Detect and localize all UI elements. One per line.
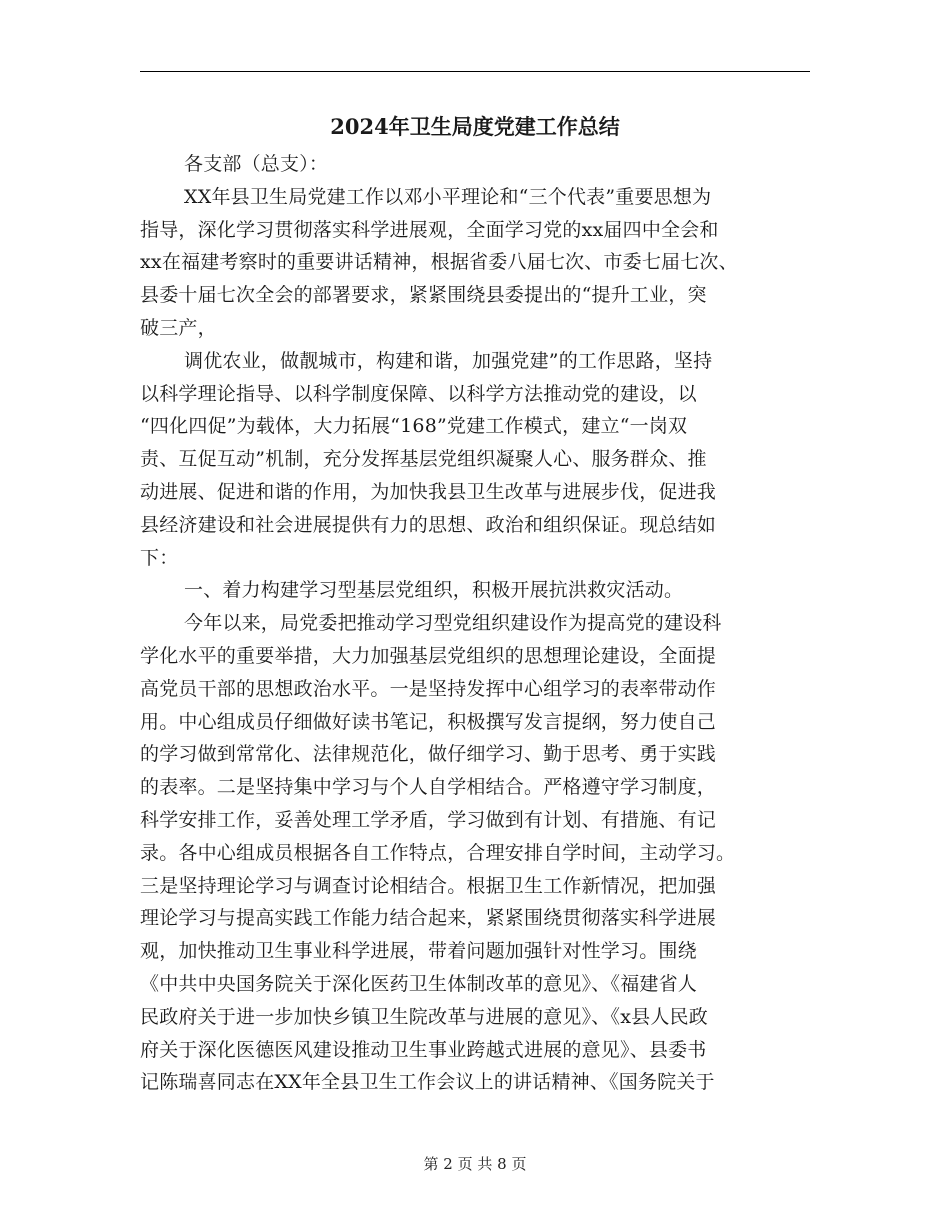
section-heading-line: 一、着力构建学习型基层党组织，积极开展抗洪救灾活动。	[184, 579, 684, 602]
body-line: 指导，深化学习贯彻落实科学进展观，全面学习党的xx届四中全会和	[140, 218, 719, 241]
body-line: 县委十届七次全会的部署要求，紧紧围绕县委提出的“提升工业，突	[140, 284, 707, 307]
header-rule	[140, 71, 810, 72]
body-line: 破三产，	[140, 316, 217, 339]
body-line: XX年县卫生局党建工作以邓小平理论和“三个代表”重要思想为	[184, 185, 712, 208]
body-line: 以科学理论指导、以科学制度保障、以科学方法推动党的建设，以	[140, 382, 697, 405]
body-line: 今年以来，局党委把推动学习型党组织建设作为提高党的建设科	[184, 612, 722, 635]
body-line: 动进展、促进和谐的作用，为加快我县卫生改革与进展步伐，促进我	[140, 480, 717, 503]
body-line: 民政府关于进一步加快乡镇卫生院改革与进展的意见》、《x县人民政	[140, 1005, 708, 1028]
body-line: 府关于深化医德医风建设推动卫生事业跨越式进展的意见》、县委书	[140, 1038, 707, 1061]
page-number-footer: 第 2 页 共 8 页	[423, 1155, 527, 1173]
body-line: xx在福建考察时的重要讲话精神，根据省委八届七次、市委七届七次、	[140, 251, 738, 274]
body-line: 县经济建设和社会进展提供有力的思想、政治和组织保证。现总结如	[140, 513, 717, 536]
document-title: 2024年卫生局度党建工作总结	[330, 114, 620, 139]
salutation-line: 各支部（总支）：	[184, 153, 329, 175]
body-line: “四化四促”为载体，大力拓展“168”党建工作模式，建立“一岗双	[140, 415, 688, 438]
document-body	[140, 148, 810, 1099]
body-line: 用。中心组成员仔细做好读书笔记，积极撰写发言提纲，努力使自己	[140, 710, 717, 733]
body-line: 科学安排工作，妥善处理工学矛盾，学习做到有计划、有措施、有记	[140, 808, 717, 831]
body-line: 《中共中央国务院关于深化医药卫生体制改革的意见》、《福建省人	[140, 972, 698, 995]
body-line: 责、互促互动”机制，充分发挥基层党组织凝聚人心、服务群众、推	[140, 448, 707, 471]
body-line: 调优农业，做靓城市，构建和谐，加强党建”的工作思路，坚持	[184, 349, 713, 372]
body-line: 记陈瑞喜同志在XX年全县卫生工作会议上的讲话精神、《国务院关于	[140, 1071, 715, 1094]
body-line: 三是坚持理论学习与调查讨论相结合。根据卫生工作新情况，把加强	[140, 874, 717, 897]
body-line: 录。各中心组成员根据各自工作特点，合理安排自学时间，主动学习。	[140, 841, 736, 864]
body-line: 的表率。二是坚持集中学习与个人自学相结合。严格遵守学习制度，	[140, 776, 717, 799]
body-line: 理论学习与提高实践工作能力结合起来，紧紧围绕贯彻落实科学进展	[140, 907, 717, 930]
body-line: 的学习做到常常化、法律规范化，做仔细学习、勤于思考、勇于实践	[140, 743, 717, 766]
body-line: 下：	[140, 546, 179, 569]
body-line: 高党员干部的思想政治水平。一是坚持发挥中心组学习的表率带动作	[140, 677, 717, 700]
body-line: 学化水平的重要举措，大力加强基层党组织的思想理论建设，全面提	[140, 644, 717, 667]
body-line: 观，加快推动卫生事业科学进展，带着问题加强针对性学习。围绕	[140, 940, 697, 963]
